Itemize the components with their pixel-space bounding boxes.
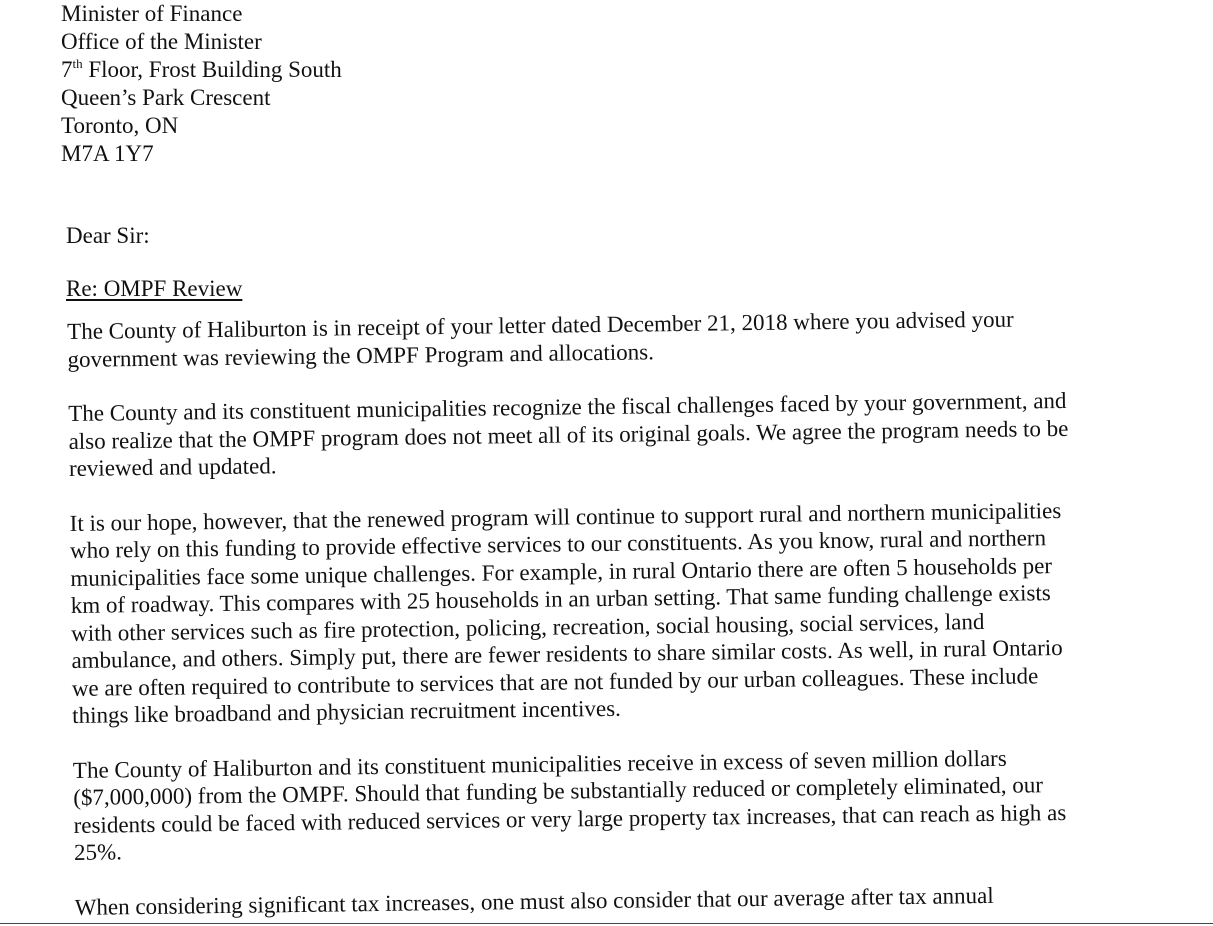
address-line-6: M7A 1Y7 — [61, 141, 154, 166]
text-line: When considering significant tax increases, one must also consider that our average after tax annual — [74, 882, 994, 920]
paragraph-fiscal-challenges — [68, 386, 1129, 482]
text-line: reviewed and updated. — [68, 453, 277, 481]
paragraph-tax-increases — [75, 880, 1135, 921]
paragraph-funding-amount — [73, 743, 1134, 867]
text-line: 25%. — [73, 839, 123, 865]
floor-ordinal-suffix: th — [72, 56, 83, 71]
text-line: we are often required to contribute to services that are not funded by our urban colleagues. These include — [71, 662, 1039, 701]
text-line: The County of Haliburton and its constituent municipalities receive in excess of seven million dollars — [72, 745, 1007, 783]
letter-body — [67, 304, 1135, 926]
address-line-1: Minister of Finance — [61, 1, 243, 26]
floor-number: 7 — [61, 57, 73, 82]
text-line: The County and its constituent municipalities recognize the fiscal challenges faced by your government, and — [68, 387, 1067, 426]
subject-line: Re: OMPF Review — [66, 276, 243, 301]
page-bottom-edge — [0, 923, 1213, 924]
text-line: government was reviewing the OMPF Program and allocations. — [67, 338, 655, 372]
paragraph-receipt — [67, 304, 1128, 373]
text-line: municipalities face some unique challenges. For example, in rural Ontario there are often 5 households per — [70, 552, 1053, 591]
text-line: with other services such as fire protection, policing, recreation, social housing, social services, land — [70, 608, 985, 646]
address-line-4: Queen’s Park Crescent — [61, 85, 271, 110]
text-line: It is our hope, however, that the renewed program will continue to support rural and northern municipalities — [69, 497, 1062, 536]
recipient-address — [61, 0, 342, 168]
address-line-2: Office of the Minister — [61, 29, 262, 54]
text-line: The County of Haliburton is in receipt of your letter dated December 21, 2018 where you advised your — [67, 306, 1014, 344]
text-line: also realize that the OMPF program does not meet all of its original goals. We agree the program needs to be — [68, 415, 1069, 454]
salutation: Dear Sir: — [66, 223, 150, 248]
address-line-5: Toronto, ON — [61, 113, 179, 138]
floor-building: Floor, Frost Building South — [82, 57, 342, 82]
address-line-3 — [61, 56, 342, 84]
paragraph-rural-support — [70, 496, 1133, 730]
text-line: ($7,000,000) from the OMPF. Should that funding be substantially reduced or completely eliminated, our — [73, 772, 1044, 810]
text-line: who rely on this funding to provide effective services to our constituents. As you know, rural and northern — [69, 525, 1047, 563]
text-line: things like broadband and physician recruitment incentives. — [72, 695, 621, 728]
text-line: km of roadway. This compares with 25 households in an urban setting. That same funding challenge exists — [70, 580, 1051, 618]
text-line: ambulance, and others. Simply put, there are fewer residents to share similar costs. As well, in rural Ontario — [71, 634, 1063, 673]
text-line: residents could be faced with reduced services or very large property tax increases, that can reach as high as — [73, 799, 1067, 838]
